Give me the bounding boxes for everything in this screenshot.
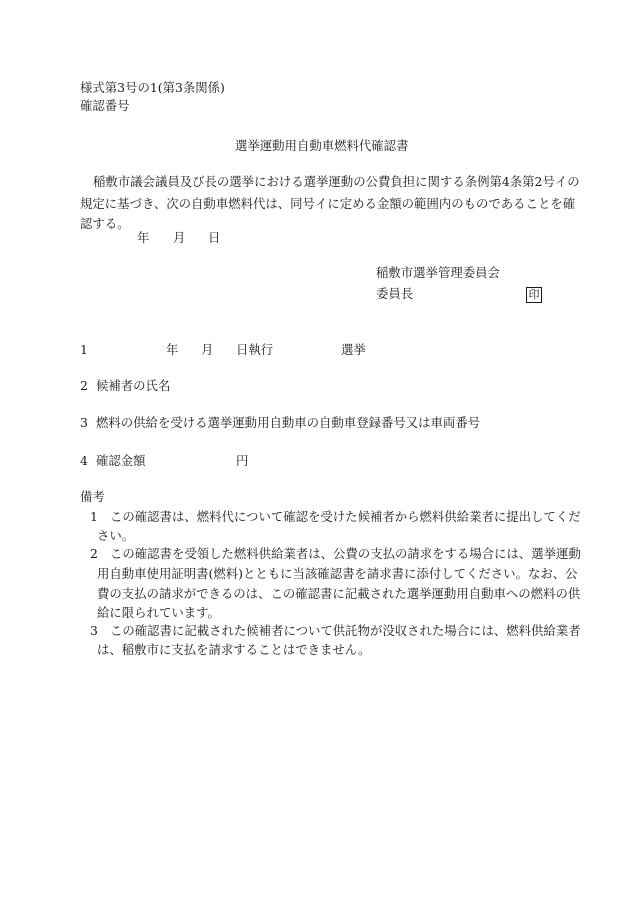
note2-line-3: 費の支払の請求ができるのは、この確認書に記載された選挙運動用自動車への燃料の供	[97, 586, 581, 601]
body-line-1: 稲敷市議会議員及び長の選挙における選挙運動の公費負担に関する条例第4条第2号イの	[93, 174, 580, 189]
item1-month: 月	[201, 342, 214, 357]
body-line-3: 認する。	[80, 216, 130, 231]
item3-label: 燃料の供給を受ける選挙運動用自動車の自動車登録番号又は車両番号	[96, 415, 481, 430]
note1-line-1: この確認書は、燃料代について確認を受けた候補者から燃料供給業者に提出してくだ	[110, 509, 581, 524]
note3-line-2: は、稲敷市に支払を請求することはできません。	[97, 642, 371, 657]
item4-unit: 円	[236, 453, 249, 468]
item1-election: 選挙	[341, 342, 366, 357]
date-month: 月	[173, 230, 186, 245]
note1-line-2: さい。	[97, 528, 135, 543]
item1-year: 年	[166, 342, 179, 357]
note3-line-1: この確認書に記載された候補者について供託物が没収された場合には、燃料供給業者	[110, 623, 581, 638]
committee-name: 稲敷市選挙管理委員会	[376, 265, 500, 280]
item2-label: 候補者の氏名	[96, 378, 171, 393]
note2-line-4: 給に限られています。	[97, 605, 220, 620]
remarks-heading: 備考	[80, 489, 105, 504]
item4-label: 確認金額	[96, 453, 146, 468]
body-line-2: 規定に基づき、次の自動車燃料代は、同号イに定める金額の範囲内のものであることを確	[80, 196, 576, 211]
seal-mark: 印	[526, 287, 542, 303]
note2-number: 2	[90, 546, 98, 561]
document-title: 選挙運動用自動車燃料代確認書	[235, 138, 409, 153]
chairperson-label: 委員長	[376, 286, 414, 301]
item4-number: 4	[80, 453, 88, 468]
item2-number: 2	[80, 378, 88, 393]
item3-number: 3	[80, 415, 88, 430]
item1-day-exec: 日執行	[236, 342, 274, 357]
note2-line-2: 用自動車使用証明書(燃料)とともに当該確認書を請求書に添付してください。なお、公	[97, 566, 578, 581]
form-number: 様式第3号の1(第3条関係)	[80, 80, 225, 95]
confirmation-number-label: 確認番号	[80, 98, 130, 113]
item1-number: 1	[80, 342, 88, 357]
note3-number: 3	[90, 623, 98, 638]
note1-number: 1	[90, 509, 98, 524]
note2-line-1: この確認書を受領した燃料供給業者は、公費の支払の請求をする場合には、選挙運動	[110, 546, 581, 561]
date-day: 日	[208, 230, 221, 245]
date-year: 年	[137, 230, 150, 245]
